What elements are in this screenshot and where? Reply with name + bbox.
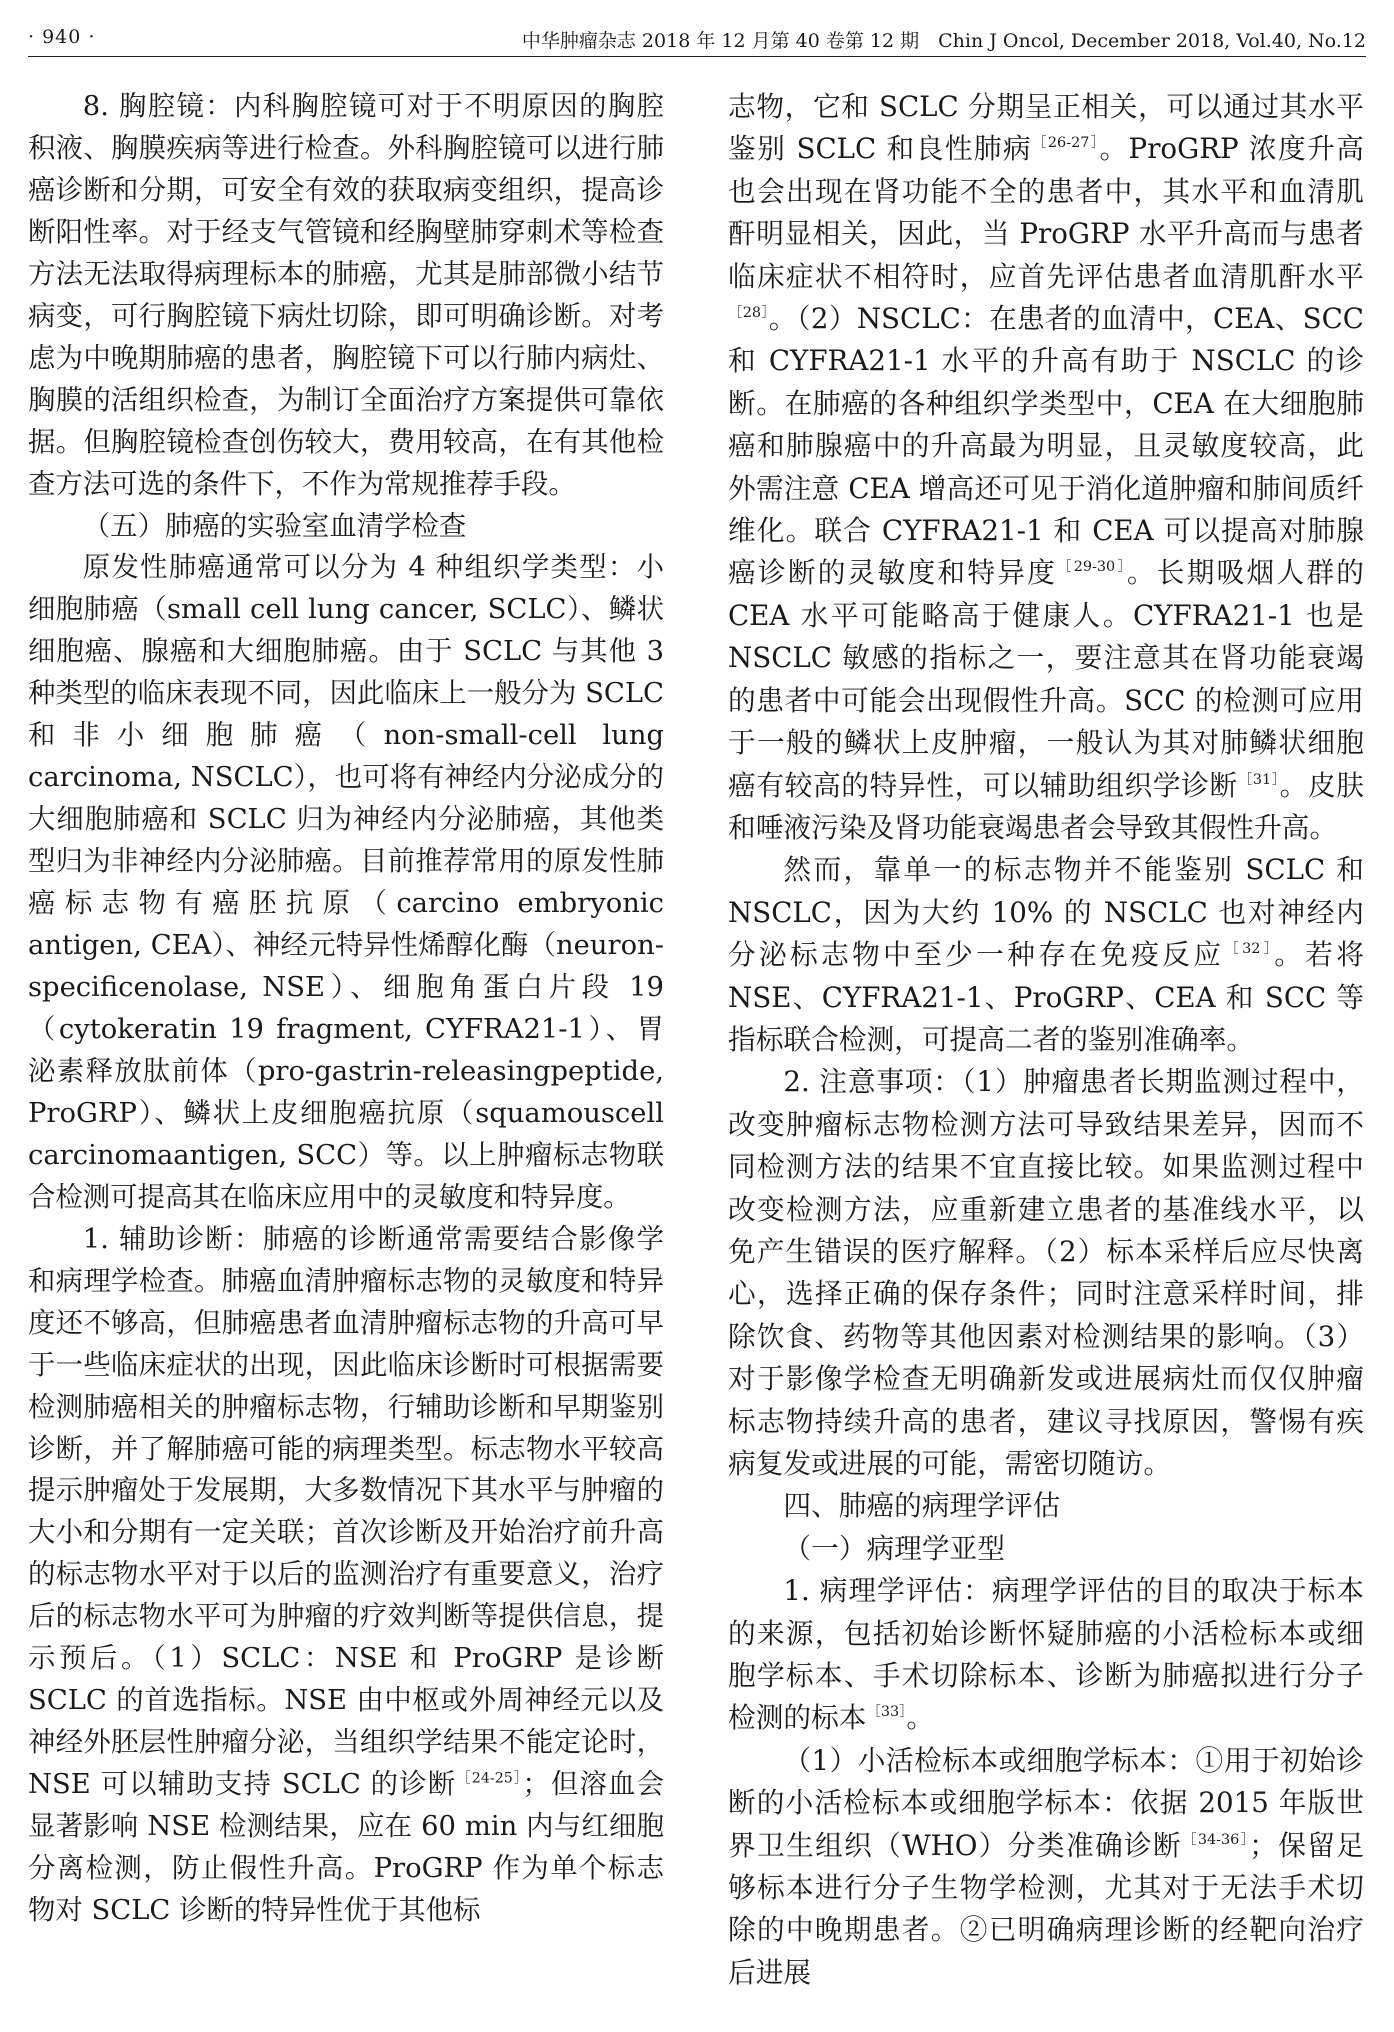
subsection-heading-subtypes: （一）病理学亚型	[783, 1531, 1005, 1565]
paragraph-small-biopsy	[728, 1740, 1364, 1994]
section-heading-serology: （五）肺癌的实验室血清学检查	[82, 510, 467, 542]
citation-28[interactable]: ［28］	[728, 305, 769, 322]
citation-34-36[interactable]: ［34-36］	[1182, 1831, 1250, 1848]
text-run: 1. 病理学评估：病理学评估的目的取决于标本的来源，包括初始诊断怀疑肺癌的小活检标本或细胞学标本、手术切除标本、诊断为肺癌拟进行分子检测的标本	[728, 1574, 1364, 1735]
citation-24-25[interactable]: ［24-25］	[456, 1770, 523, 1787]
paragraph-continued	[728, 86, 1364, 849]
text-run: 。ProGRP 浓度升高也会出现在肾功能不全的患者中，其水平和血清肌酐明显相关，因此，当 ProGRP 水平升高而与患者临床症状不相符时，应首先评估患者血清肌酐水平	[728, 132, 1364, 293]
citation-31[interactable]: ［31］	[1237, 771, 1280, 788]
running-header	[28, 22, 1366, 57]
page-number: · 940 ·	[28, 26, 96, 48]
text-run: 1. 辅助诊断：肺癌的诊断通常需要结合影像学和病理学检查。肺癌血清肿瘤标志物的灵敏度和特异度还不够高，但肺癌患者血清肿瘤标志物的升高可早于一些临床症状的出现，因此临床诊断时可根据需要检测肺癌相关的肿瘤标志物，行辅助诊断和早期鉴别诊断，并了解肺癌可能的病理类型。标志物水平较高提示肿瘤处于发展期，大多数情况下其水平与肿瘤的大小和分期有一定关联；首次诊断及开始治疗前升高的标志物水平对于以后的监测治疗有重要意义，治疗后的标志物水平可为肿瘤的疗效判断等提供信息，提示预后。（1）SCLC：NSE 和 ProGRP 是诊断 SCLC 的首选指标。NSE 由中枢或外周神经元以及神经外胚层性肿瘤分泌，当组织学结果不能定论时，NSE 可以辅助支持 SCLC 的诊断	[28, 1223, 664, 1801]
text-run: 。（2）NSCLC：在患者的血清中，CEA、SCC 和 CYFRA21-1 水平的升高有助于 NSCLC 的诊断。在肺癌的各种组织学类型中，CEA 在大细胞肺癌和肺腺癌中的升高最为明显，且灵敏度较高，此外需注意 CEA 增高还可见于消化道肿瘤和肺间质纤维化。联合 CYFRA21-1 和 CEA 可以提高对肺腺癌诊断的灵敏度和特异度	[728, 302, 1364, 590]
citation-29-30[interactable]: ［29-30］	[1057, 559, 1127, 576]
paragraph-pathology-assessment	[728, 1570, 1364, 1740]
text-run: 志物，它和 SCLC 分期呈正相关，可以通过其水平鉴别 SCLC 和良性肺病	[728, 90, 1364, 166]
text-run: （1）小活检标本或细胞学标本：①用于初始诊断的小活检标本或细胞学标本：依据 2015 年版世界卫生组织（WHO）分类准确诊断	[728, 1743, 1364, 1862]
text-run: ；保留足够标本进行分子生物学检测，尤其对于无法手术切除的中晚期患者。②已明确病理诊断的经靶向治疗后进展	[728, 1828, 1364, 1989]
citation-32[interactable]: ［32］	[1224, 941, 1275, 958]
journal-citation: 中华肿瘤杂志 2018 年 12 月第 40 卷第 12 期 Chin J Oncol, December 2018, Vol.40, No.12	[521, 30, 1366, 52]
paragraph-precautions: 2. 注意事项：（1）肿瘤患者长期监测过程中，改变肿瘤标志物检测方法可导致结果差异，因而不同检测方法的结果不宜直接比较。如果监测过程中改变检测方法，应重新建立患者的基准线水平，以免产生错误的医疗解释。（2）标本采样后应尽快离心，选择正确的保存条件；同时注意采样时间，排除饮食、药物等其他因素对检测结果的影响。（3）对于影像学检查无明确新发或进展病灶而仅仅肿瘤标志物持续升高的患者，建议寻找原因，警惕有疾病复发或进展的可能，需密切随访。	[728, 1065, 1364, 1480]
right-column	[728, 86, 1364, 1994]
citation-33[interactable]: ［33］	[866, 1704, 907, 1721]
text-run: 。长期吸烟人群的 CEA 水平可能略高于健康人。CYFRA21-1 也是 NSCLC 敏感的指标之一，要注意其在肾功能衰竭的患者中可能会出现假性升高。SCC 的检测可应用于一般的鳞状上皮肿瘤，一般认为其对肺鳞状细胞癌有较高的特异性，可以辅助组织学诊断	[728, 556, 1364, 802]
paragraph-single-marker	[728, 849, 1364, 1061]
text-run: 然而，靠单一的标志物并不能鉴别 SCLC 和 NSCLC，因为大约 10% 的 NSCLC 也对神经内分泌标志物中至少一种存在免疫反应	[728, 853, 1364, 972]
citation-26-27[interactable]: ［26-27］	[1032, 135, 1100, 152]
text-run: ；但溶血会显著影响 NSE 检测结果，应在 60 min 内与红细胞分离检测，防止假性升高。ProGRP 作为单个标志物对 SCLC 诊断的特异性优于其他标	[28, 1769, 664, 1926]
text-run: 。	[906, 1701, 935, 1735]
section-heading-pathology: 四、肺癌的病理学评估	[783, 1489, 1061, 1523]
text-run: 。皮肤和唾液污染及肾功能衰竭患者会导致其假性升高。	[728, 768, 1364, 844]
paragraph-histology-types: 原发性肺癌通常可以分为 4 种组织学类型：小细胞肺癌（small cell lung cancer, SCLC）、鳞状细胞癌、腺癌和大细胞肺癌。由于 SCLC 与其他 3 种类型的临床表现不同，因此临床上一般分为 SCLC 和非小细胞肺癌（non-small-cell lung carcinoma, NSCLC），也可将有神经内分泌成分的大细胞肺癌和 SCLC 归为神经内分泌肺癌，其他类型归为非神经内分泌肺癌。目前推荐常用的原发性肺癌标志物有癌胚抗原（carcino embryonic antigen, CEA）、神经元特异性烯醇化酶（neuron-specificenolase, NSE）、细胞角蛋白片段 19（cytokeratin 19 fragment, CYFRA21-1）、胃泌素释放肽前体（pro-gastrin-releasingpeptide, ProGRP）、鳞状上皮细胞癌抗原（squamouscell carcinomaantigen, SCC）等。以上肿瘤标志物联合检测可提高其在临床应用中的灵敏度和特异度。	[28, 552, 664, 1213]
left-column	[28, 86, 664, 1932]
paragraph-auxiliary-diagnosis	[28, 1219, 664, 1932]
text-run: 。若将 NSE、CYFRA21-1、ProGRP、CEA 和 SCC 等指标联合检测，可提高二者的鉴别准确率。	[728, 938, 1364, 1056]
paragraph-thoracoscopy: 8. 胸腔镜：内科胸腔镜可对于不明原因的胸腔积液、胸膜疾病等进行检查。外科胸腔镜可以进行肺癌诊断和分期，可安全有效的获取病变组织，提高诊断阳性率。对于经支气管镜和经胸壁肺穿刺术等检查方法无法取得病理标本的肺癌，尤其是肺部微小结节病变，可行胸腔镜下病灶切除，即可明确诊断。对考虑为中晚期肺癌的患者，胸腔镜下可以行肺内病灶、胸膜的活组织检查，为制订全面治疗方案提供可靠依据。但胸腔镜检查创伤较大，费用较高，在有其他检查方法可选的条件下，不作为常规推荐手段。	[28, 91, 664, 500]
